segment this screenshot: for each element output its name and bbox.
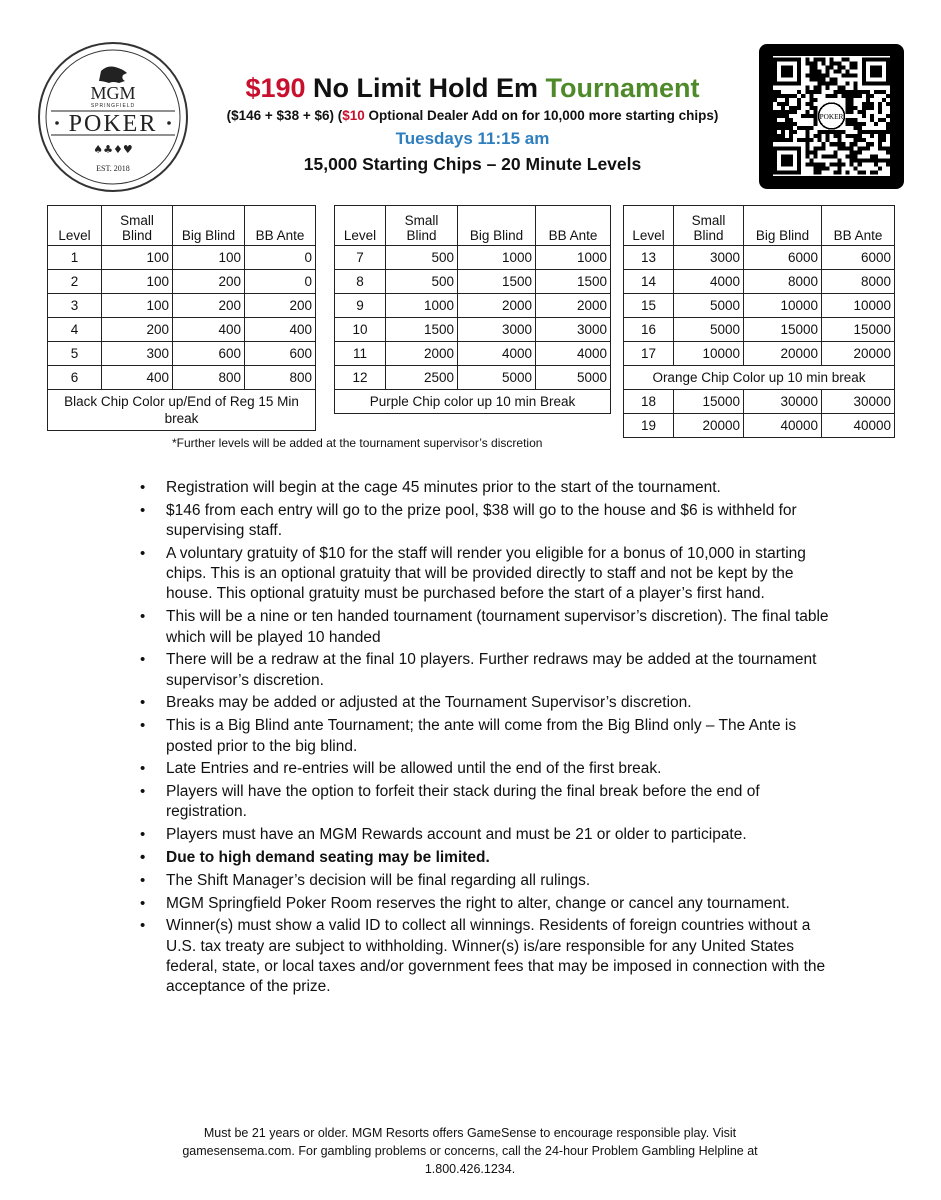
- blind-structure-table-1: [47, 205, 316, 431]
- rule-item: • $146 from each entry will go to the prize pool, $38 will go to the house and $6 is withheld for supervising staff.: [166, 501, 836, 542]
- cell-level: 3: [48, 294, 102, 318]
- blind-level-row: [624, 318, 895, 342]
- cell-big-blind: 8000: [744, 270, 822, 294]
- rule-item: • Due to high demand seating may be limited.: [166, 848, 836, 868]
- blind-level-row: [624, 414, 895, 438]
- qr-code[interactable]: [759, 44, 904, 189]
- rule-item: • The Shift Manager’s decision will be final regarding all rulings.: [166, 871, 836, 891]
- cell-level: 18: [624, 390, 674, 414]
- qr-code-pattern: [773, 56, 890, 176]
- cell-big-blind: 400: [173, 318, 245, 342]
- qr-center-label: POKER: [819, 113, 844, 122]
- cell-small-blind: 300: [102, 342, 173, 366]
- breakdown-text-2: Optional Dealer Add on for 10,000 more starting chips): [364, 108, 719, 123]
- blind-level-row: [335, 246, 611, 270]
- cell-bb-ante: 800: [245, 366, 316, 390]
- rule-item: • This will be a nine or ten handed tournament (tournament supervisor’s discretion). The final table which will be played 10 handed: [166, 607, 836, 648]
- cell-small-blind: 20000: [674, 414, 744, 438]
- cell-big-blind: 2000: [458, 294, 536, 318]
- rule-item: • Players will have the option to forfeit their stack during the final break before the end of registration.: [166, 782, 836, 823]
- footer-line-3: 1.800.426.1234.: [424, 1162, 516, 1176]
- cell-small-blind: 2000: [386, 342, 458, 366]
- breakdown-addon-amount: $10: [342, 108, 365, 123]
- blind-level-row: [335, 366, 611, 390]
- cell-small-blind: 2500: [386, 366, 458, 390]
- schedule-day-time: Tuesdays 11:15 am: [395, 129, 550, 148]
- rule-item: • Players must have an MGM Rewards account and must be 21 or older to participate.: [166, 825, 836, 845]
- rule-item: • Breaks may be added or adjusted at the Tournament Supervisor’s discretion.: [166, 693, 836, 713]
- rule-item: • A voluntary gratuity of $10 for the staff will render you eligible for a bonus of 10,000 in starting chips. This is an optional gratuity that will be provided directly to staff and not be kept by the house. This optional gratuity must be purchased before the start of a player’s first hand.: [166, 544, 836, 605]
- cell-level: 7: [335, 246, 386, 270]
- blind-level-row: [335, 294, 611, 318]
- cell-small-blind: 4000: [674, 270, 744, 294]
- cell-small-blind: 400: [102, 366, 173, 390]
- cell-big-blind: 15000: [744, 318, 822, 342]
- cell-big-blind: 1000: [458, 246, 536, 270]
- cell-small-blind: 100: [102, 294, 173, 318]
- cell-bb-ante: 400: [245, 318, 316, 342]
- cell-small-blind: 5000: [674, 318, 744, 342]
- cell-bb-ante: 8000: [822, 270, 895, 294]
- cell-small-blind: 1500: [386, 318, 458, 342]
- cell-big-blind: 10000: [744, 294, 822, 318]
- cell-big-blind: 40000: [744, 414, 822, 438]
- cell-level: 2: [48, 270, 102, 294]
- tournament-rules-list: [166, 478, 836, 1000]
- header-level: Level: [624, 206, 674, 246]
- header-level: Level: [48, 206, 102, 246]
- cell-big-blind: 800: [173, 366, 245, 390]
- cell-big-blind: 4000: [458, 342, 536, 366]
- blind-level-row: [48, 270, 316, 294]
- blind-level-row: [624, 246, 895, 270]
- cell-big-blind: 200: [173, 294, 245, 318]
- cell-level: 17: [624, 342, 674, 366]
- cell-big-blind: 3000: [458, 318, 536, 342]
- cell-big-blind: 20000: [744, 342, 822, 366]
- blind-structure-table-3: [623, 205, 895, 438]
- cell-bb-ante: 3000: [536, 318, 611, 342]
- cell-bb-ante: 200: [245, 294, 316, 318]
- cell-level: 12: [335, 366, 386, 390]
- flyer-header: [200, 72, 745, 176]
- cell-small-blind: 500: [386, 246, 458, 270]
- rule-item: • This is a Big Blind ante Tournament; the ante will come from the Big Blind only – The Ante is posted prior to the big blind.: [166, 716, 836, 757]
- cell-small-blind: 10000: [674, 342, 744, 366]
- cell-small-blind: 100: [102, 246, 173, 270]
- cell-big-blind: 6000: [744, 246, 822, 270]
- blind-level-row: [624, 294, 895, 318]
- cell-big-blind: 1500: [458, 270, 536, 294]
- cell-level: 10: [335, 318, 386, 342]
- header-bb-ante: BB Ante: [536, 206, 611, 246]
- cell-level: 1: [48, 246, 102, 270]
- logo-suits: ♠♣♦♥: [93, 143, 133, 156]
- blind-level-row: [48, 294, 316, 318]
- buyin-breakdown: [200, 106, 745, 125]
- cell-small-blind: 100: [102, 270, 173, 294]
- rule-item: • MGM Springfield Poker Room reserves the right to alter, change or cancel any tournament.: [166, 894, 836, 914]
- cell-bb-ante: 4000: [536, 342, 611, 366]
- cell-bb-ante: 5000: [536, 366, 611, 390]
- cell-small-blind: 3000: [674, 246, 744, 270]
- rule-item: • Late Entries and re-entries will be allowed until the end of the first break.: [166, 759, 836, 779]
- cell-bb-ante: 40000: [822, 414, 895, 438]
- cell-bb-ante: 30000: [822, 390, 895, 414]
- cell-level: 11: [335, 342, 386, 366]
- cell-big-blind: 30000: [744, 390, 822, 414]
- blind-level-row: [335, 270, 611, 294]
- logo-brand: MGM: [90, 83, 136, 103]
- title-buyin-amount: $190: [245, 73, 306, 103]
- cell-level: 16: [624, 318, 674, 342]
- cell-small-blind: 500: [386, 270, 458, 294]
- cell-bb-ante: 10000: [822, 294, 895, 318]
- cell-small-blind: 5000: [674, 294, 744, 318]
- mgm-poker-logo: [37, 41, 189, 193]
- blind-level-row: [624, 390, 895, 414]
- tournament-title: [200, 72, 745, 104]
- cell-level: 4: [48, 318, 102, 342]
- rule-item: • Winner(s) must show a valid ID to collect all winnings. Residents of foreign countries without a U.S. tax treaty are subject to withholding. Winner(s) is/are responsible for any United States federal, state, or local taxes and/or government fees that may be imposed in connection with the acceptance of the prize.: [166, 916, 836, 997]
- blind-level-row: [624, 270, 895, 294]
- header-big-blind: Big Blind: [173, 206, 245, 246]
- break-note: Black Chip Color up/End of Reg 15 Min break: [48, 390, 316, 431]
- cell-bb-ante: 15000: [822, 318, 895, 342]
- blind-level-row: [48, 318, 316, 342]
- title-tournament-word: Tournament: [545, 73, 700, 103]
- cell-big-blind: 100: [173, 246, 245, 270]
- cell-bb-ante: 0: [245, 270, 316, 294]
- header-level: Level: [335, 206, 386, 246]
- cell-big-blind: 200: [173, 270, 245, 294]
- cell-bb-ante: 1500: [536, 270, 611, 294]
- blind-level-row: [48, 366, 316, 390]
- title-game: No Limit Hold Em: [313, 73, 539, 103]
- breakdown-text-1: ($146 + $38 + $6) (: [226, 108, 343, 123]
- levels-footnote: *Further levels will be added at the tournament supervisor’s discretion: [172, 436, 543, 450]
- break-note: Purple Chip color up 10 min Break: [335, 390, 611, 414]
- logo-name: POKER: [68, 111, 158, 137]
- cell-level: 15: [624, 294, 674, 318]
- rule-item: • Registration will begin at the cage 45 minutes prior to the start of the tournament.: [166, 478, 836, 498]
- blind-structure-table-2: [334, 205, 611, 414]
- cell-small-blind: 15000: [674, 390, 744, 414]
- blind-level-row: [48, 246, 316, 270]
- logo-location: SPRINGFIELD: [90, 103, 136, 109]
- cell-small-blind: 1000: [386, 294, 458, 318]
- header-big-blind: Big Blind: [458, 206, 536, 246]
- rule-item: • There will be a redraw at the final 10 players. Further redraws may be added at the tournament supervisor’s discretion.: [166, 650, 836, 691]
- cell-bb-ante: 2000: [536, 294, 611, 318]
- header-small-blind: Small Blind: [674, 206, 744, 246]
- cell-big-blind: 600: [173, 342, 245, 366]
- logo-est: EST. 2018: [96, 164, 130, 173]
- cell-small-blind: 200: [102, 318, 173, 342]
- footer-line-2: gamesensema.com. For gambling problems or concerns, call the 24-hour Problem Gambling Helpline at: [182, 1144, 758, 1158]
- header-small-blind: Small Blind: [102, 206, 173, 246]
- cell-level: 19: [624, 414, 674, 438]
- blind-level-row: [624, 342, 895, 366]
- responsible-gaming-footer: [140, 1124, 800, 1178]
- blind-level-row: [335, 318, 611, 342]
- cell-bb-ante: 1000: [536, 246, 611, 270]
- blind-level-row: [335, 342, 611, 366]
- cell-level: 6: [48, 366, 102, 390]
- cell-bb-ante: 6000: [822, 246, 895, 270]
- cell-bb-ante: 0: [245, 246, 316, 270]
- cell-big-blind: 5000: [458, 366, 536, 390]
- cell-level: 13: [624, 246, 674, 270]
- footer-line-1: Must be 21 years or older. MGM Resorts offers GameSense to encourage responsible play. Visit: [203, 1126, 737, 1140]
- starting-chips-levels: 15,000 Starting Chips – 20 Minute Levels: [303, 154, 642, 174]
- cell-level: 8: [335, 270, 386, 294]
- cell-level: 9: [335, 294, 386, 318]
- blind-level-row: [48, 342, 316, 366]
- header-bb-ante: BB Ante: [822, 206, 895, 246]
- break-note: Orange Chip Color up 10 min break: [624, 366, 895, 390]
- header-big-blind: Big Blind: [744, 206, 822, 246]
- header-bb-ante: BB Ante: [245, 206, 316, 246]
- cell-level: 14: [624, 270, 674, 294]
- cell-level: 5: [48, 342, 102, 366]
- cell-bb-ante: 20000: [822, 342, 895, 366]
- cell-bb-ante: 600: [245, 342, 316, 366]
- header-small-blind: Small Blind: [386, 206, 458, 246]
